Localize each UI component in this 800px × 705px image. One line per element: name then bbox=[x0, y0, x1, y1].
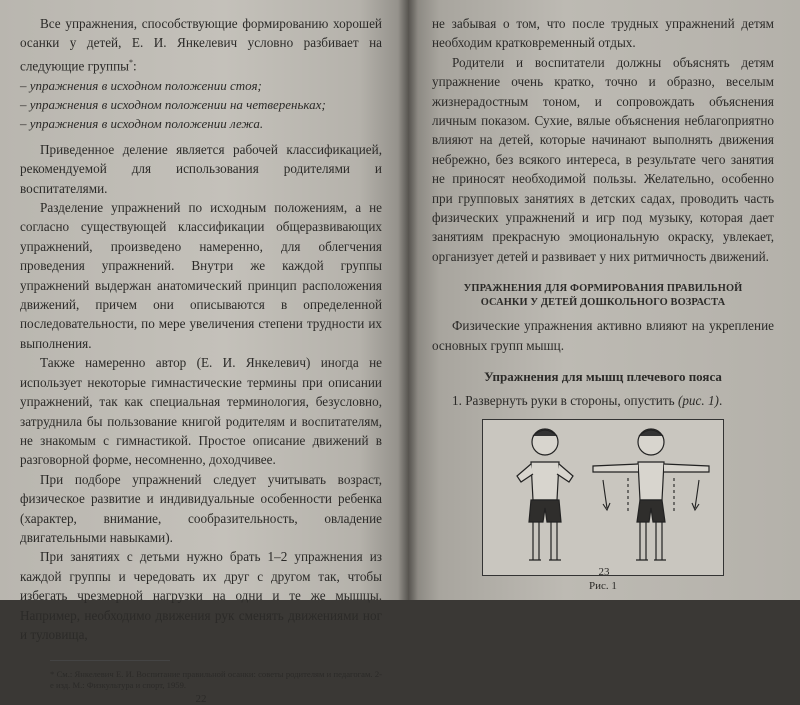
footnote-divider bbox=[50, 660, 170, 661]
paragraph: Разделение упражнений по исходным положениям, а не согласно существующей классификации общеразвивающих упражнений, произведено намеренно, для облегчения проведения упражнений. Внутри же каждой группы упражнений выдержан анатомический принцип расположения движений, причем они описываются в определенной последовательности, по мере увеличения степени трудности их выполнения. bbox=[20, 200, 382, 351]
paragraph: Также намеренно автор (Е. И. Янкелевич) иногда не использует некоторые гимнастические термины при описании упражнений, так как специальная терминология, безусловно, затруднила бы пользование книгой родителям и воспитателям, не знакомым с гимнастикой. Простое описание движений в разговорной форме, несомненно, доходчивее. bbox=[20, 355, 382, 468]
book-gutter bbox=[398, 0, 418, 600]
paragraph: Родители и воспитатели должны объяснять детям упражнение очень кратко, точно и образно, веселым жизнерадостным тоном, и сопровождать объяснения личным показом. Сухие, вялые объяснения неблагоприятно влияют на детей, которые начинают выполнять движения небрежно, без всякого интереса, в результате чего занятия не приносят необходимой пользы. Желательно, особенно при групповых занятиях в детских садах, проводить часть физических упражнений и игр под музыку, которая дает занятиям прекрасную эмоциональную окраску, увлекает, организует детей и развивает у них ритмичность движений. bbox=[432, 54, 774, 264]
section-text: Физические упражнения активно влияют на укрепление основных групп мышц. bbox=[432, 318, 774, 353]
figure-caption: Рис. 1 bbox=[589, 579, 617, 592]
intro-paragraph bbox=[20, 14, 382, 76]
page-number-left: 22 bbox=[195, 693, 207, 705]
list-item: – упражнения в исходном положении стоя; bbox=[20, 77, 262, 93]
exercise-text bbox=[432, 391, 774, 410]
subheading: Упражнения для мышц плечевого пояса bbox=[484, 369, 722, 385]
figure-reference: (рис. 1) bbox=[677, 393, 719, 409]
paragraph: Приведенное деление является рабочей классификацией, рекомендуемой для использования родителями и воспитателями. bbox=[20, 141, 382, 196]
figure-1-illustration bbox=[482, 419, 724, 576]
intro-end: : bbox=[133, 58, 137, 74]
section-title-line: УПРАЖНЕНИЯ ДЛЯ ФОРМИРОВАНИЯ ПРАВИЛЬНОЙ bbox=[463, 283, 743, 295]
paragraph: При подборе упражнений следует учитывать возраст, физическое развитие и индивидуальные особенности ребенка (характер, внимание, сообразительность, овладение двигательными навыками). bbox=[20, 471, 382, 545]
right-page bbox=[408, 0, 800, 600]
intro-text: Все упражнения, способствующие формированию хорошей осанки у детей, Е. И. Янкелевич условно разбивает на следующие группы bbox=[20, 16, 382, 74]
paragraph: не забывая о том, что после трудных упражнений детям необходим кратковременный отдых. bbox=[432, 16, 774, 51]
child-figure-right bbox=[593, 429, 709, 560]
list-item: – упражнения в исходном положении лежа. bbox=[20, 116, 264, 132]
child-figure-left bbox=[517, 429, 573, 560]
children-exercise-drawing bbox=[483, 420, 723, 575]
exercise-text-body: 1. Развернуть руки в стороны, опустить bbox=[452, 393, 675, 409]
section-title bbox=[432, 282, 774, 310]
footnote-marker: * bbox=[129, 57, 134, 67]
footnote: * См.: Янкелевич Е. И. Воспитание правильной осанки: советы родителям и педагогам. 2-е изд. М.: Физкультура и спорт, 1959. bbox=[50, 669, 382, 691]
section-title-line: ОСАНКИ У ДЕТЕЙ ДОШКОЛЬНОГО ВОЗРАСТА bbox=[480, 297, 726, 309]
exercise-text-end: . bbox=[718, 393, 723, 409]
list-item: – упражнения в исходном положении на четвереньках; bbox=[20, 97, 326, 113]
page-number-right: 23 bbox=[598, 566, 610, 578]
paragraph: При занятиях с детьми нужно брать 1–2 упражнения из каждой группы и чередовать их друг с другом так, чтобы избегать чрезмерной нагрузки на одни и те же мышцы. Например, необходимо движения рук сменять движениями ног и туловища, bbox=[20, 549, 382, 642]
